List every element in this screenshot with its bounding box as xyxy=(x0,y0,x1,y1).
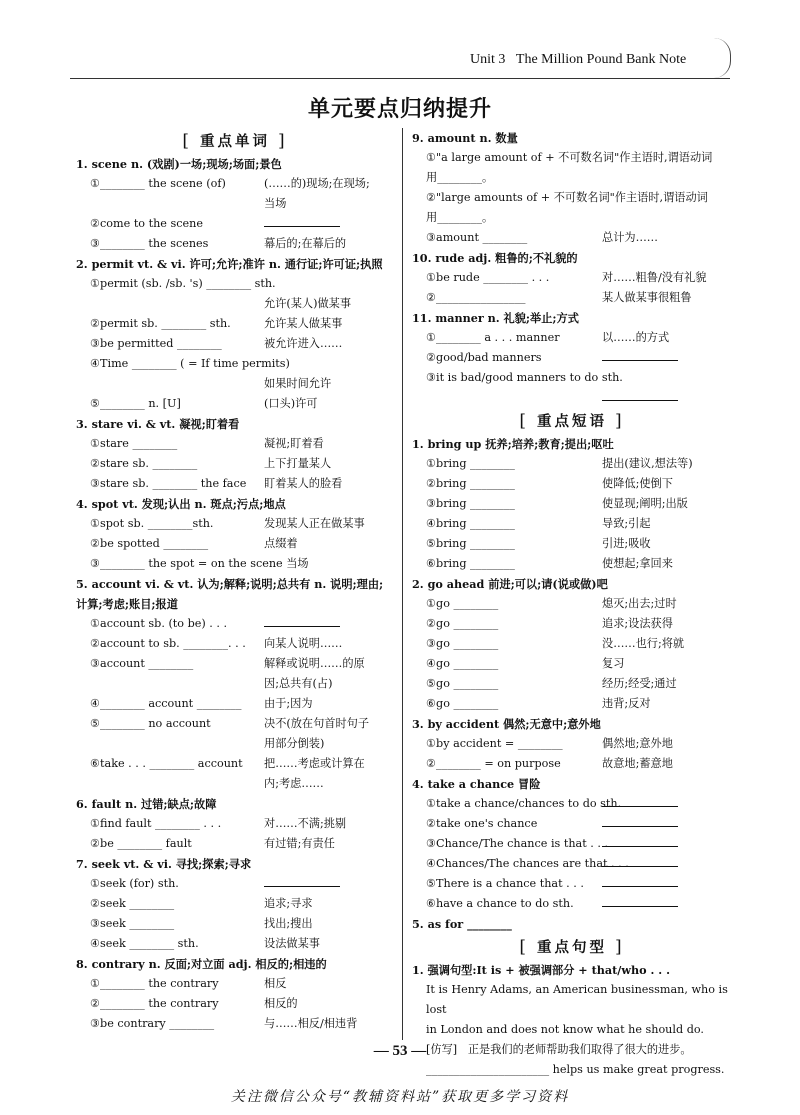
list-item: ②________ the contrary 相反的 xyxy=(90,997,298,1010)
example-sentence-line: It is Henry Adams, an American businessman, who is lost xyxy=(426,983,728,1016)
list-item: ③________ the scenes 幕后的;在幕后的 xyxy=(90,237,347,250)
list-item: ③it is bad/good manners to do sth. xyxy=(426,371,623,384)
footer-watermark: 关注微信公众号“教辅资料站”获取更多学习资料 xyxy=(230,1089,570,1105)
entry-go-ahead: 2. go ahead 前进;可以;请(说或做)吧 xyxy=(412,577,608,591)
list-item: ④go ________ 复习 xyxy=(426,657,625,670)
right-column xyxy=(412,128,732,1080)
list-item: ③go ________ 没……也行;将就 xyxy=(426,637,685,650)
entry-account: 5. account vi. & vt. 认为;解释;说明;总共有 n. 说明;理由;计算;考虑;账目;报道 xyxy=(76,577,384,611)
list-item: ②________ = on purpose 故意地;蓄意地 xyxy=(426,757,673,770)
list-item: ①________ the contrary 相反 xyxy=(90,977,287,990)
list-item: ①________ the scene (of) (……的)现场;在现场; xyxy=(90,177,370,190)
list-item: ①spot sb. ________sth. 发现某人正在做某事 xyxy=(90,517,365,530)
list-item: ②go ________ 追求;设法获得 xyxy=(426,617,673,630)
section-heading-sentences: [ 重点句型 ] xyxy=(519,937,625,957)
list-item: ②stare sb. ________ 上下打量某人 xyxy=(90,457,332,470)
entry-fault: 6. fault n. 过错;缺点;故障 xyxy=(76,797,217,811)
list-item: ②come to the scene xyxy=(76,214,394,234)
section-heading-words: [ 重点单词 ] xyxy=(182,131,288,151)
imitation-text: 正是我们的老师帮助我们取得了很大的进步。 xyxy=(467,1043,692,1056)
entry-manner: 11. manner n. 礼貌;举止;方式 xyxy=(412,311,579,325)
unit-title: The Million Pound Bank Note xyxy=(515,52,687,67)
imitation-tag: 仿写 xyxy=(430,1043,453,1056)
list-item: ①by accident = ________ 偶然地;意外地 xyxy=(426,737,673,750)
list-item: ③bring ________ 使显现;阐明;出版 xyxy=(426,497,688,510)
entry-bring-up: 1. bring up 抚养;培养;教育;提出;呕吐 xyxy=(412,437,614,451)
entry-by-accident: 3. by accident 偶然;无意中;意外地 xyxy=(412,717,601,731)
running-header xyxy=(470,52,686,68)
list-item: ④Chances/The chances are that . . . xyxy=(412,854,732,874)
page-title: 单元要点归纳提升 xyxy=(307,96,492,122)
list-item: ①account sb. (to be) . . . xyxy=(76,614,394,634)
list-item-cont: 用________。 xyxy=(426,211,494,224)
list-item: ⑥go ________ 违背;反对 xyxy=(426,697,651,710)
list-item: ②________________ 某人做某事很粗鲁 xyxy=(426,291,692,304)
list-item: ⑤bring ________ 引进;吸收 xyxy=(426,537,651,550)
column-divider xyxy=(402,128,403,1040)
list-item: ③be contrary ________ 与……相反/相违背 xyxy=(90,1017,358,1030)
list-item: ①find fault ________ . . . 对……不满;挑剔 xyxy=(90,817,347,830)
entry-rude: 10. rude adj. 粗鲁的;不礼貌的 xyxy=(412,251,578,265)
list-item: ③Chance/The chance is that . . . xyxy=(412,834,732,854)
list-item: ④seek ________ sth. 设法做某事 xyxy=(90,937,320,950)
take-a-chance-list xyxy=(412,794,732,914)
list-item: ①be rude ________ . . . 对……粗鲁/没有礼貌 xyxy=(426,271,707,284)
list-item: ③seek ________ 找出;搜出 xyxy=(90,917,313,930)
list-item: ①seek (for) sth. xyxy=(76,874,394,894)
imitation-answer: ______________________ helps us make great progress. xyxy=(426,1063,725,1076)
bring-up-list xyxy=(412,454,732,574)
list-item: ②be spotted ________ 点缀着 xyxy=(90,537,298,550)
go-ahead-list xyxy=(412,594,732,714)
entry-amount: 9. amount n. 数量 xyxy=(412,131,518,145)
list-item-cont: 因;总共有(占) xyxy=(264,677,333,690)
entry-take-a-chance: 4. take a chance 冒险 xyxy=(412,777,541,791)
list-item: ③amount ________ 总计为…… xyxy=(426,231,658,244)
header-ornament xyxy=(714,38,731,78)
unit-label: Unit 3 xyxy=(470,52,506,67)
list-item: ①go ________ 熄灭;出去;过时 xyxy=(426,597,677,610)
list-item: ⑥have a chance to do sth. xyxy=(412,894,732,914)
left-column xyxy=(76,128,394,1034)
list-item: ③________ the spot = on the scene 当场 xyxy=(90,557,309,570)
list-item-cont: 内;考虑…… xyxy=(264,777,324,790)
list-item-cont: 允许(某人)做某事 xyxy=(264,297,352,310)
list-item-cont: 用部分倒装) xyxy=(264,737,325,750)
list-item: ①bring ________ 提出(建议,想法等) xyxy=(426,457,693,470)
entry-contrary: 8. contrary n. 反面;对立面 adj. 相反的;相违的 xyxy=(76,957,327,971)
list-item: ①stare ________ 凝视;盯着看 xyxy=(90,437,324,450)
list-item: ①permit (sb. /sb. 's) ________ sth. xyxy=(90,277,276,290)
list-item: ②account to sb. ________. . . 向某人说明…… xyxy=(90,637,343,650)
list-item: ②seek ________ 追求;寻求 xyxy=(90,897,313,910)
entry-scene: 1. scene n. (戏剧)一场;现场;场面;景色 xyxy=(76,157,282,171)
list-item: ①take a chance/chances to do sth. xyxy=(412,794,732,814)
section-heading-phrases: [ 重点短语 ] xyxy=(519,411,625,431)
list-item-cont: 如果时间允许 xyxy=(264,377,332,390)
list-item: ④bring ________ 导致;引起 xyxy=(426,517,651,530)
list-item-cont: 当场 xyxy=(264,197,287,210)
list-item: ③be permitted ________ 被允许进入…… xyxy=(90,337,343,350)
header-rule xyxy=(70,78,730,79)
list-item: ⑤________ no account 决不(放在句首时句子 xyxy=(90,717,370,730)
list-item: ④________ account ________ 由于;因为 xyxy=(90,697,313,710)
entry-stare: 3. stare vi. & vt. 凝视;盯着看 xyxy=(76,417,240,431)
example-sentence-line: in London and does not know what he should do. xyxy=(426,1023,704,1036)
list-item: ②good/bad manners xyxy=(412,348,732,368)
list-item: ③account ________ 解释或说明……的原 xyxy=(90,657,365,670)
list-item: ①"a large amount of + 不可数名词"作主语时,谓语动词 xyxy=(426,151,713,164)
imitation-prompt: [仿写] 正是我们的老师帮助我们取得了很大的进步。 xyxy=(426,1043,692,1056)
list-item: ②take one's chance xyxy=(412,814,732,834)
list-item: ②permit sb. ________ sth. 允许某人做某事 xyxy=(90,317,343,330)
entry-as-for: 5. as for ________ xyxy=(412,917,512,931)
list-item: ⑥bring ________ 使想起;拿回来 xyxy=(426,557,673,570)
list-item: ⑥take . . . ________ account 把……考虑或计算在 xyxy=(90,757,365,770)
list-item-cont: 用________。 xyxy=(426,171,494,184)
list-item: ④Time ________ ( = If time permits) xyxy=(90,357,290,370)
list-item: ①________ a . . . manner 以……的方式 xyxy=(426,331,670,344)
page-number: — 53 — xyxy=(373,1043,427,1059)
entry-permit: 2. permit vt. & vi. 许可;允许;准许 n. 通行证;许可证;执照 xyxy=(76,257,383,271)
entry-emphasis: 1. 强调句型:It is + 被强调部分 + that/who . . . xyxy=(412,963,670,977)
entry-spot: 4. spot vt. 发现;认出 n. 斑点;污点;地点 xyxy=(76,497,286,511)
list-item: ②"large amounts of + 不可数名词"作主语时,谓语动词 xyxy=(426,191,708,204)
list-item: ③stare sb. ________ the face 盯着某人的脸看 xyxy=(90,477,343,490)
list-item: ②bring ________ 使降低;使倒下 xyxy=(426,477,673,490)
list-item: ②be ________ fault 有过错;有责任 xyxy=(90,837,335,850)
list-item: ⑤________ n. [U] (口头)许可 xyxy=(90,397,318,410)
entry-seek: 7. seek vt. & vi. 寻找;探索;寻求 xyxy=(76,857,252,871)
list-item: ⑤go ________ 经历;经受;通过 xyxy=(426,677,677,690)
list-item: ⑤There is a chance that . . . xyxy=(412,874,732,894)
answer-blank xyxy=(412,388,732,408)
